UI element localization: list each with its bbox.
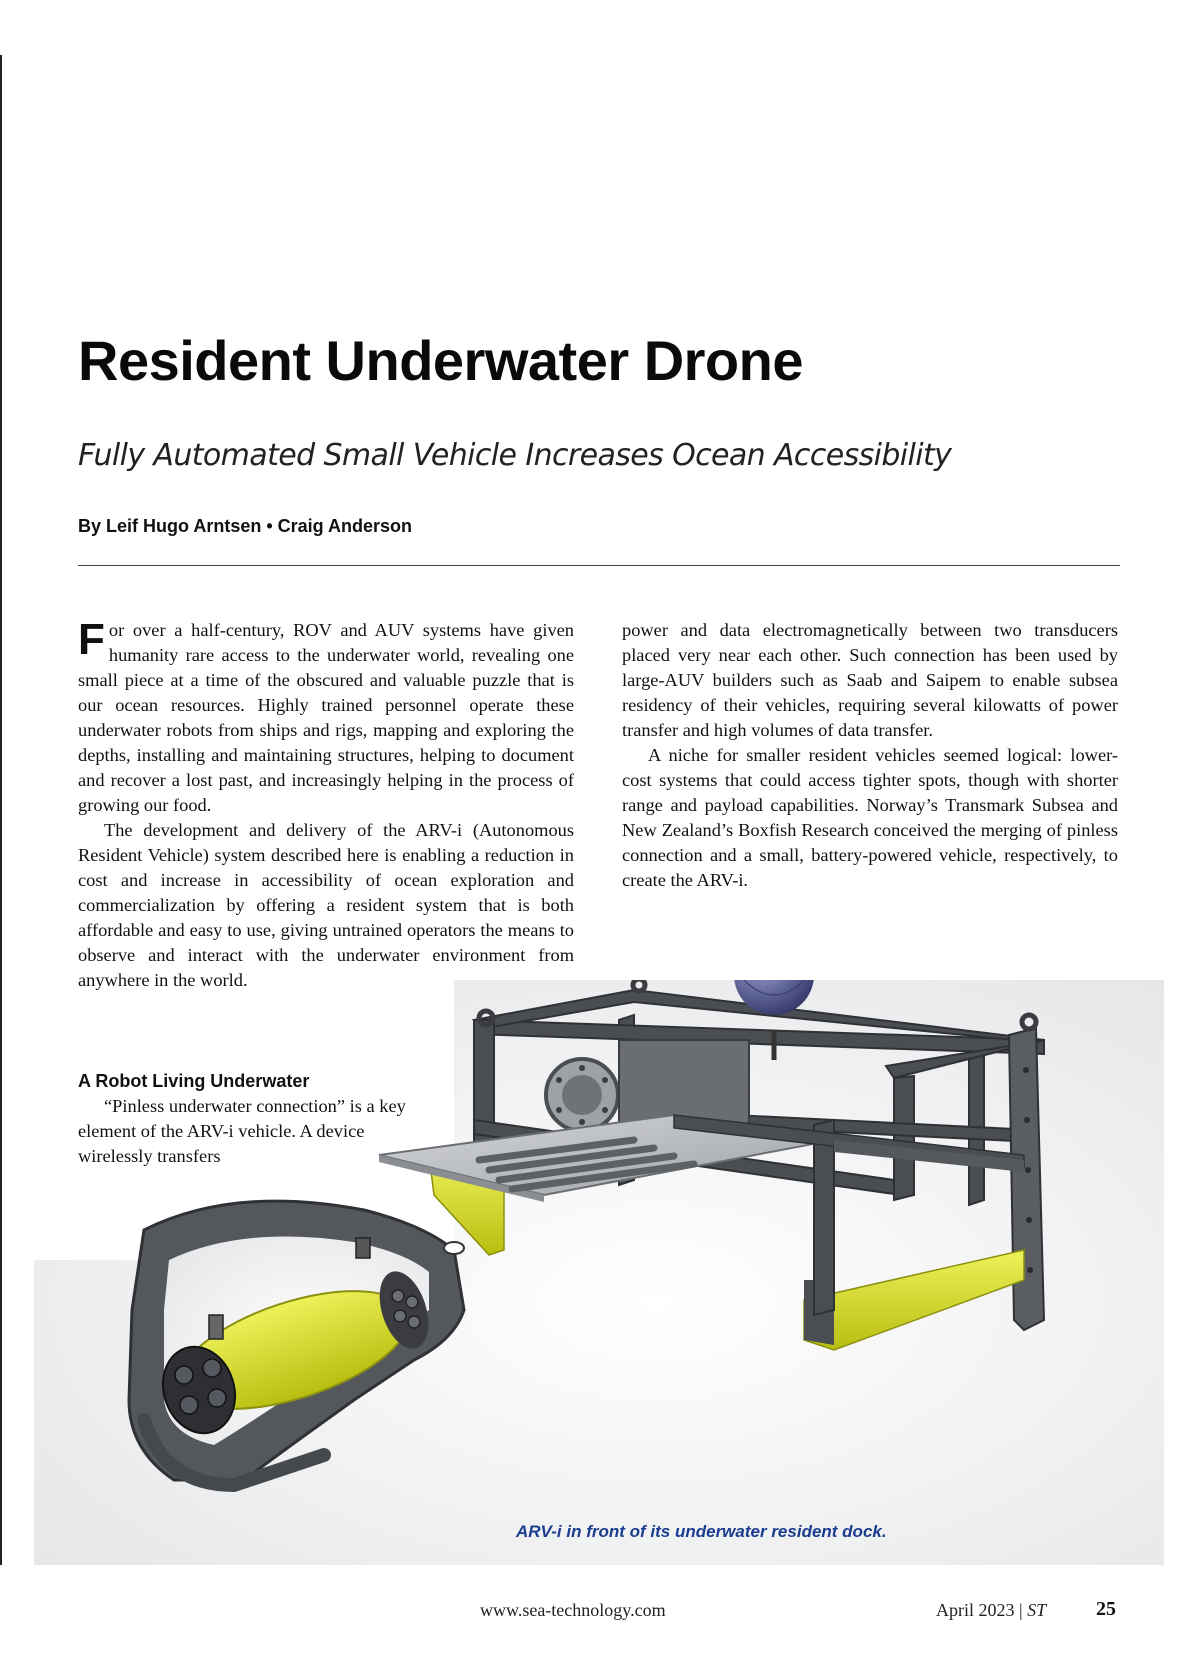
footer-date-text: April 2023 | [936,1600,1023,1620]
header-divider [78,565,1120,566]
page-number: 25 [1096,1598,1116,1620]
paragraph-3: “Pinless underwater connection” is a key element of the ARV-i vehicle. A device wirelessly transfers [78,1096,406,1166]
paragraph-2: The development and delivery of the ARV-i (Autonomous Resident Vehicle) system described here is enabling a reduction in cost and increase in accessibility of ocean exploration and commercialization by offering a resident system that is both affordable and easy to use, giving untrained operators the means to observe and interact with the underwater environment from anywhere in the world. [78,820,574,990]
article-title: Resident Underwater Drone [78,329,803,392]
body-column-left [78,615,574,993]
article-byline: By Leif Hugo Arntsen • Craig Anderson [78,516,412,536]
footer-website: www.sea-technology.com [480,1600,666,1620]
dock-front-leg [814,1120,834,1315]
section-heading: A Robot Living Underwater [78,1071,310,1091]
figure-caption: ARV-i in front of its underwater resident dock. [516,1522,887,1541]
article-subtitle: Fully Automated Small Vehicle Increases Ocean Accessibility [78,438,952,473]
paragraph-4: power and data electromagnetically between two transducers placed very near each other. Such connection has been used by large-AUV builders such as Saab and Saipem to enable subsea residency of their vehicles, requiring several kilowatts of power transfer and high volumes of data transfer. [622,620,1118,740]
paragraph-5: A niche for smaller resident vehicles seemed logical: lower-cost systems that could access tighter spots, though with shorter range and payload capabilities. Norway’s Transmark Subsea and New Zealand’s Boxfish Research conceived the merging of pinless connection and a small, battery-powered vehicle, respectively, to create the ARV-i. [622,745,1118,890]
section-robot-living-underwater [78,1069,428,1169]
body-column-right [622,618,1118,893]
footer-issue-date [936,1600,1046,1621]
paragraph-1: or over a half-century, ROV and AUV systems have given humanity rare access to the underwater world, revealing one small piece at a time of the obscured and valuable puzzle that is our ocean resources. Highly trained personnel operate these underwater robots from ships and rigs, mapping and exploring the depths, installing and maintaining structures, helping to document and recover a lost past, and increasingly helping in the process of growing our food. [78,620,574,815]
page-edge-line [0,55,2,1565]
footer-magazine: ST [1027,1600,1047,1620]
arv-i-dock-illustration [34,980,1164,1565]
drop-cap: F [78,615,105,664]
